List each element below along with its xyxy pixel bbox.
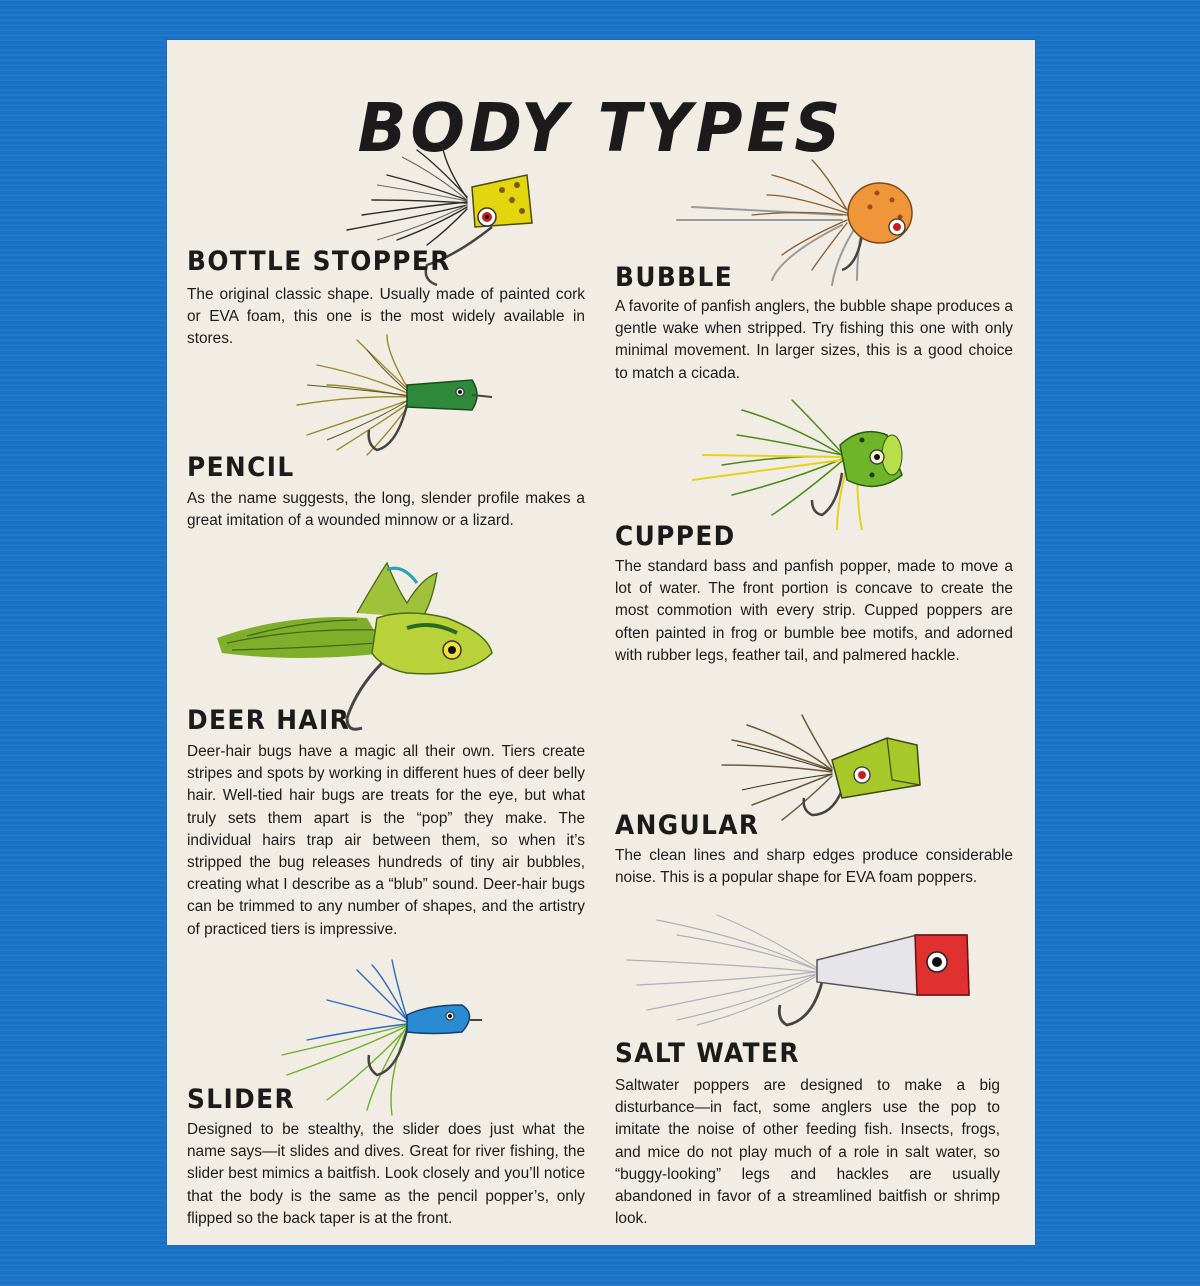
angular-description: The clean lines and sharp edges produce considerable noise. This is a popular shape for EVA foam poppers.: [615, 847, 1013, 887]
salt-water-fly-illustration: [617, 910, 987, 1040]
cupped-description: The standard bass and panfish popper, made to move a lot of water. The front portion is concave to create the most commotion with every strip. Cupped poppers are often painted in frog or bumble bee motifs, and adorned with rubber legs, feather tail, and palmered hackle.: [615, 558, 1013, 664]
slider-description: Designed to be stealthy, the slider does just what the name says—it slides and dives. Great for river fishing, the slider best mimics a baitfish. Look closely and you’ll notice that the body is the same as the pencil popper’s, only flipped so the back taper is at the front.: [187, 1121, 585, 1227]
pencil-fly-illustration: [277, 335, 517, 465]
angular-heading: ANGULAR: [615, 810, 760, 841]
bubble-heading: BUBBLE: [615, 262, 734, 293]
deer-hair-heading: DEER HAIR: [187, 705, 351, 736]
page-title: BODY TYPES: [357, 90, 845, 168]
cupped-fly-illustration: [672, 395, 912, 535]
pencil-heading: PENCIL: [187, 452, 295, 483]
pencil-description: As the name suggests, the long, slender profile makes a great imitation of a wounded minnow or a lizard.: [187, 490, 585, 530]
bubble-description: A favorite of panfish anglers, the bubble shape produces a gentle wake when stripped. Try fishing this one with only minimal movement. In larger sizes, this is a good choice to match a cicada.: [615, 298, 1013, 382]
salt-water-description: Saltwater poppers are designed to make a big disturbance—in fact, some anglers use the pop to imitate the noise of other feeding fish. Insects, frogs, and mice do not play much of a role in salt water, so “buggy-looking” legs and hackles are usually abandoned in favor of a streamlined baitfish or shrimp look.: [615, 1077, 1000, 1228]
body-types-card: [167, 40, 1035, 1245]
slider-fly-illustration: [267, 960, 507, 1120]
deer-hair-description: Deer-hair bugs have a magic all their own. Tiers create stripes and spots by working in different hues of deer belly hair. Well-tied hair bugs are treats for the eye, but what truly sets them apart is the “pop” they make. The individual hairs trap air between them, so when it’s stripped the bug releases hundreds of tiny air bubbles, creating what I describe as a “blub” sound. Deer-hair bugs can be trimmed to any number of shapes, and the artistry of practiced tiers is impressive.: [187, 743, 585, 938]
slider-heading: SLIDER: [187, 1084, 295, 1115]
cupped-heading: CUPPED: [615, 521, 736, 552]
bottle-stopper-heading: BOTTLE STOPPER: [187, 246, 451, 277]
salt-water-heading: SALT WATER: [615, 1038, 800, 1069]
bottle-stopper-description: The original classic shape. Usually made of painted cork or EVA foam, this one is the most widely available in stores.: [187, 286, 585, 348]
